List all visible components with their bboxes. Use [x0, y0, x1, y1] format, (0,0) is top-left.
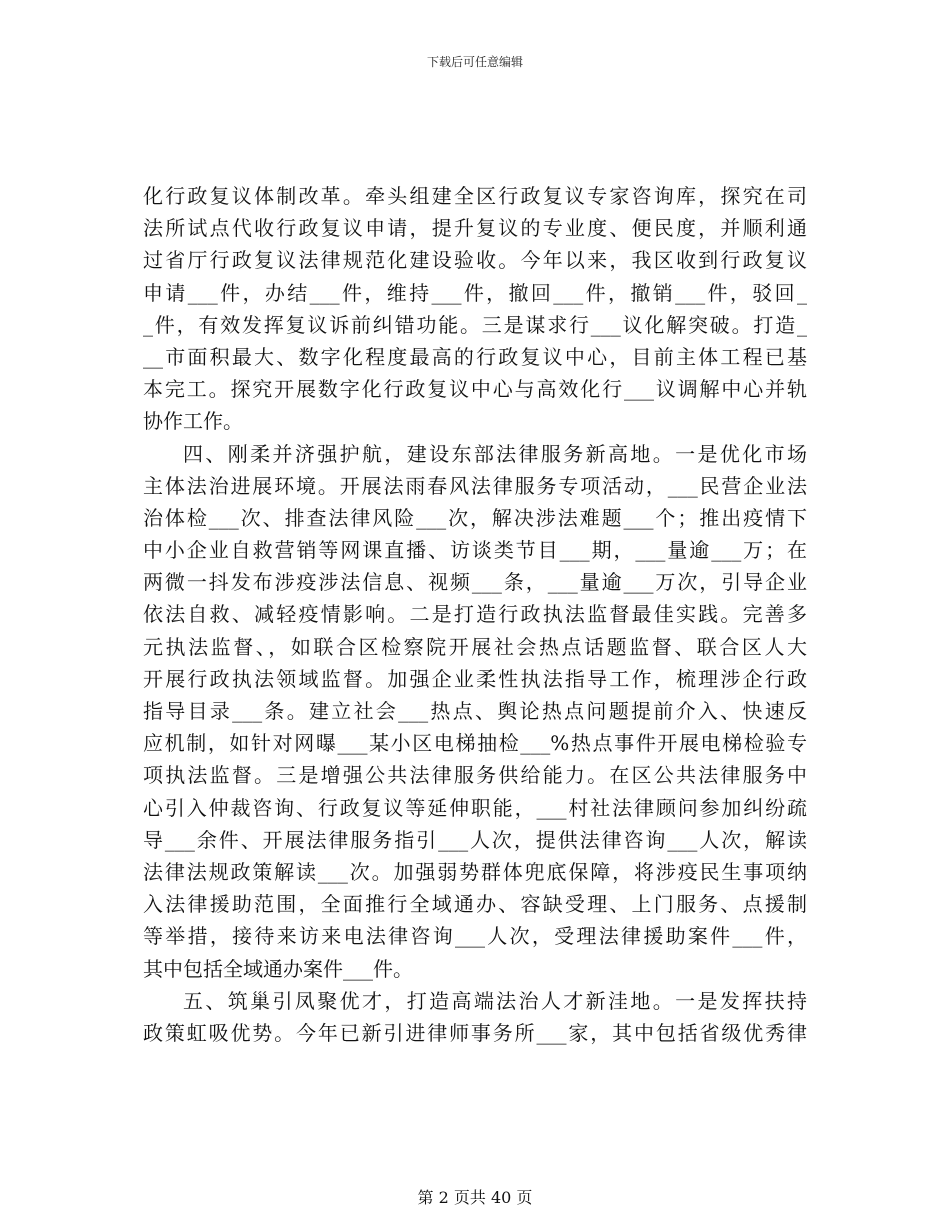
text-line: 等举措，接待来访来电法律咨询___人次，受理法律援助案件___件，: [143, 924, 807, 949]
text-line: 五、筑巢引凤聚优才，打造高端法治人才新洼地。一是发挥扶持: [183, 988, 807, 1013]
text-line: 主体法治进展环境。开展法雨春风法律服务专项活动，___民营企业法: [143, 473, 807, 498]
text-line: 两微一抖发布涉疫涉法信息、视频___条，___量逾___万次，引导企业: [143, 570, 807, 595]
text-line: __市面积最大、数字化程度最高的行政复议中心，目前主体工程已基: [143, 344, 807, 369]
text-line: 导___余件、开展法律服务指引___人次，提供法律咨询___人次，解读: [143, 827, 807, 852]
text-line: 中小企业自救营销等网课直播、访谈类节目___期，___量逾___万；在: [143, 538, 807, 563]
text-line: 化行政复议体制改革。牵头组建全区行政复议专家咨询库，探究在司: [143, 184, 807, 208]
text-line: 心引入仲裁咨询、行政复议等延伸职能，___村社法律顾问参加纠纷疏: [143, 795, 807, 820]
text-line: 本完工。探究开展数字化行政复议中心与高效化行___议调解中心并轨: [143, 377, 807, 402]
text-line: 治体检___次、排查法律风险___次，解决涉法难题___个；推出疫情下: [143, 505, 807, 530]
text-line: 其中包括全域通办案件___件。: [143, 956, 413, 981]
text-line: 元执法监督、，如联合区检察院开展社会热点话题监督、联合区人大: [143, 634, 807, 659]
text-line: 法律法规政策解读___次。加强弱势群体兜底保障，将涉疫民生事项纳: [143, 859, 807, 884]
page-footer: 第 2 页共 40 页: [417, 1188, 533, 1207]
text-line: 入法律援助范围，全面推行全域通办、容缺受理、上门服务、点援制: [143, 892, 807, 917]
header-note: 下载后可任意编辑: [426, 55, 523, 69]
text-line: 法所试点代收行政复议申请，提升复议的专业度、便民度，并顺利通: [143, 216, 807, 241]
body-text: [143, 180, 807, 1049]
text-line: 指导目录___条。建立社会___热点、舆论热点问题提前介入、快速反: [143, 699, 807, 723]
text-line: _件，有效发挥复议诉前纠错功能。三是谋求行___议化解突破。打造_: [143, 312, 807, 337]
text-line: 申请___件，办结___件，维持___件，撤回___件，撤销___件，驳回_: [143, 280, 807, 305]
text-line: 协作工作。: [143, 409, 243, 434]
text-line: 过省厅行政复议法律规范化建设验收。今年以来，我区收到行政复议: [143, 248, 807, 273]
text-line: 应机制，如针对网曝___某小区电梯抽检___%热点事件开展电梯检验专: [143, 731, 807, 756]
text-line: 开展行政执法领域监督。加强企业柔性执法指导工作，梳理涉企行政: [143, 666, 807, 691]
text-line: 项执法监督。三是增强公共法律服务供给能力。在区公共法律服务中: [143, 763, 807, 788]
text-line: 四、刚柔并济强护航，建设东部法律服务新高地。一是优化市场: [183, 441, 807, 466]
text-line: 依法自救、减轻疫情影响。二是打造行政执法监督最佳实践。完善多: [143, 602, 807, 627]
text-line: 政策虹吸优势。今年已新引进律师事务所___家，其中包括省级优秀律: [143, 1020, 807, 1045]
